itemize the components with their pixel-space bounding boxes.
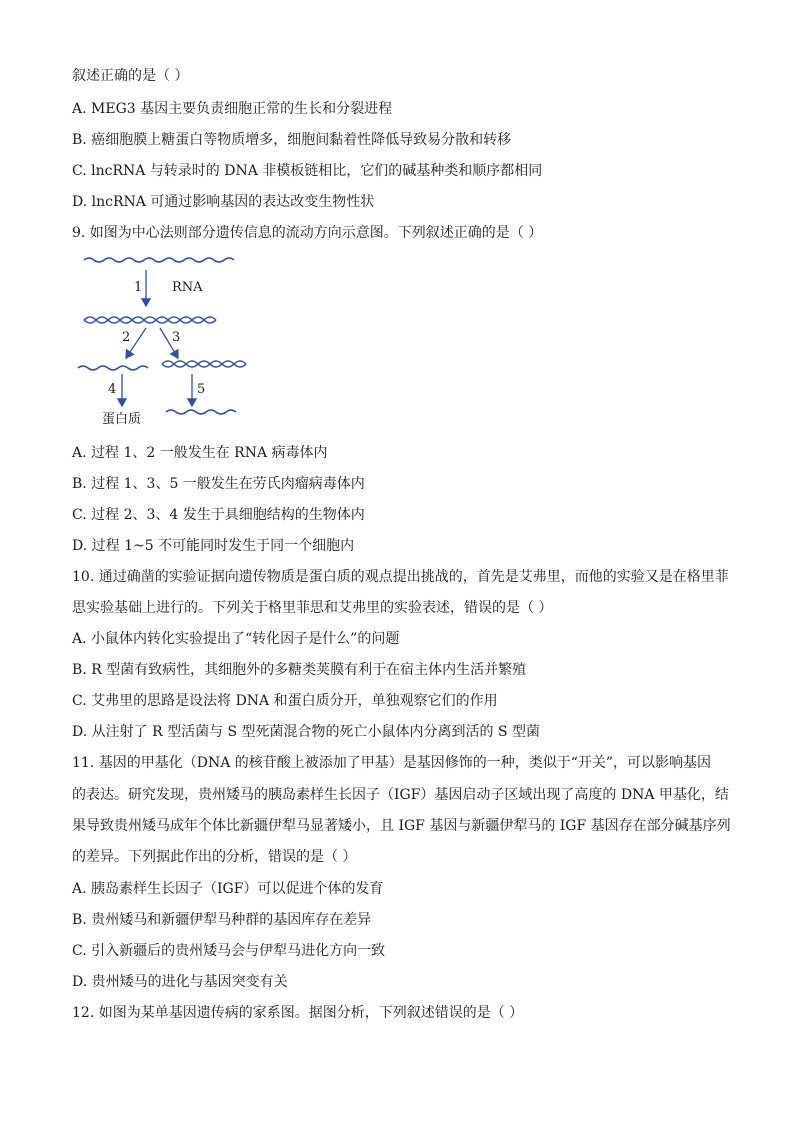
label-process-1: 1	[134, 280, 143, 295]
q11-stem-line-1: 11. 基因的甲基化（DNA 的核苷酸上被添加了甲基）是基因修饰的一种，类似于“开关”，可以影响基因	[72, 755, 712, 771]
q9-option-b: B. 过程 1、3、5 一般发生在劳氏肉瘤病毒体内	[72, 476, 365, 492]
q9-option-d: D. 过程 1~5 不可能同时发生于同一个细胞内	[72, 538, 355, 554]
label-process-4: 4	[108, 382, 117, 397]
q8-option-d: D. lncRNA 可通过影响基因的表达改变生物性状	[72, 194, 375, 210]
central-dogma-svg	[72, 248, 262, 433]
left-strand	[78, 366, 148, 370]
central-dogma-diagram	[72, 248, 262, 433]
label-rna: RNA	[172, 280, 203, 295]
right-helix-strand-b	[162, 361, 246, 367]
q10-option-b: B. R 型菌有致病性，其细胞外的多糖类荚膜有利于在宿主体内生活并繁殖	[72, 662, 527, 678]
label-process-2: 2	[122, 330, 131, 345]
q11-option-a: A. 胰岛素样生长因子（IGF）可以促进个体的发育	[72, 881, 384, 897]
label-process-3: 3	[172, 330, 181, 345]
q8-stem: 叙述正确的是（ ）	[72, 68, 189, 84]
q12-stem: 12. 如图为某单基因遗传病的家系图。据图分析，下列叙述错误的是（ ）	[72, 1005, 524, 1021]
q8-option-c: C. lncRNA 与转录时的 DNA 非模板链相比，它们的碱基种类和顺序都相同	[72, 163, 543, 179]
q11-option-d: D. 贵州矮马的进化与基因突变有关	[72, 974, 288, 990]
q9-option-a: A. 过程 1、2 一般发生在 RNA 病毒体内	[72, 445, 328, 461]
q9-option-c: C. 过程 2、3、4 发生于具细胞结构的生物体内	[72, 507, 365, 523]
q11-stem-line-3: 果导致贵州矮马成年个体比新疆伊犁马显著矮小，且 IGF 基因与新疆伊犁马的 IGF 基因存在部分碱基序列	[72, 818, 731, 834]
label-process-5: 5	[197, 382, 206, 397]
bottom-right-strand	[166, 410, 236, 414]
q10-option-d: D. 从注射了 R 型活菌与 S 型死菌混合物的死亡小鼠体内分离到活的 S 型菌	[72, 724, 541, 740]
q11-stem-line-2: 的表达。研究发现，贵州矮马的胰岛素样生长因子（IGF）基因启动子区域出现了高度的 DNA 甲基化，结	[72, 787, 729, 803]
q10-stem-line-2: 思实验基础上进行的。下列关于格里菲思和艾弗里的实验表述，错误的是（ ）	[72, 600, 553, 616]
q8-option-a: A. MEG3 基因主要负责细胞正常的生长和分裂进程	[72, 101, 393, 117]
q10-option-a: A. 小鼠体内转化实验提出了“转化因子是什么”的问题	[72, 631, 400, 647]
q11-stem-line-4: 的差异。下列据此作出的分析，错误的是（ ）	[72, 849, 357, 865]
q10-option-c: C. 艾弗里的思路是设法将 DNA 和蛋白质分开，单独观察它们的作用	[72, 693, 498, 709]
top-strand	[84, 258, 234, 262]
q8-option-b: B. 癌细胞膜上糖蛋白等物质增多，细胞间黏着性降低导致易分散和转移	[72, 132, 512, 148]
label-protein: 蛋白质	[102, 412, 142, 427]
q11-option-c: C. 引入新疆后的贵州矮马会与伊犁马进化方向一致	[72, 943, 386, 959]
q10-stem-line-1: 10. 通过确凿的实验证据向遗传物质是蛋白质的观点提出挑战的，首先是艾弗里，而他的实验又是在格里菲	[72, 569, 729, 585]
q11-option-b: B. 贵州矮马和新疆伊犁马种群的基因库存在差异	[72, 912, 372, 928]
q9-stem: 9. 如图为中心法则部分遗传信息的流动方向示意图。下列叙述正确的是（ ）	[72, 225, 543, 241]
